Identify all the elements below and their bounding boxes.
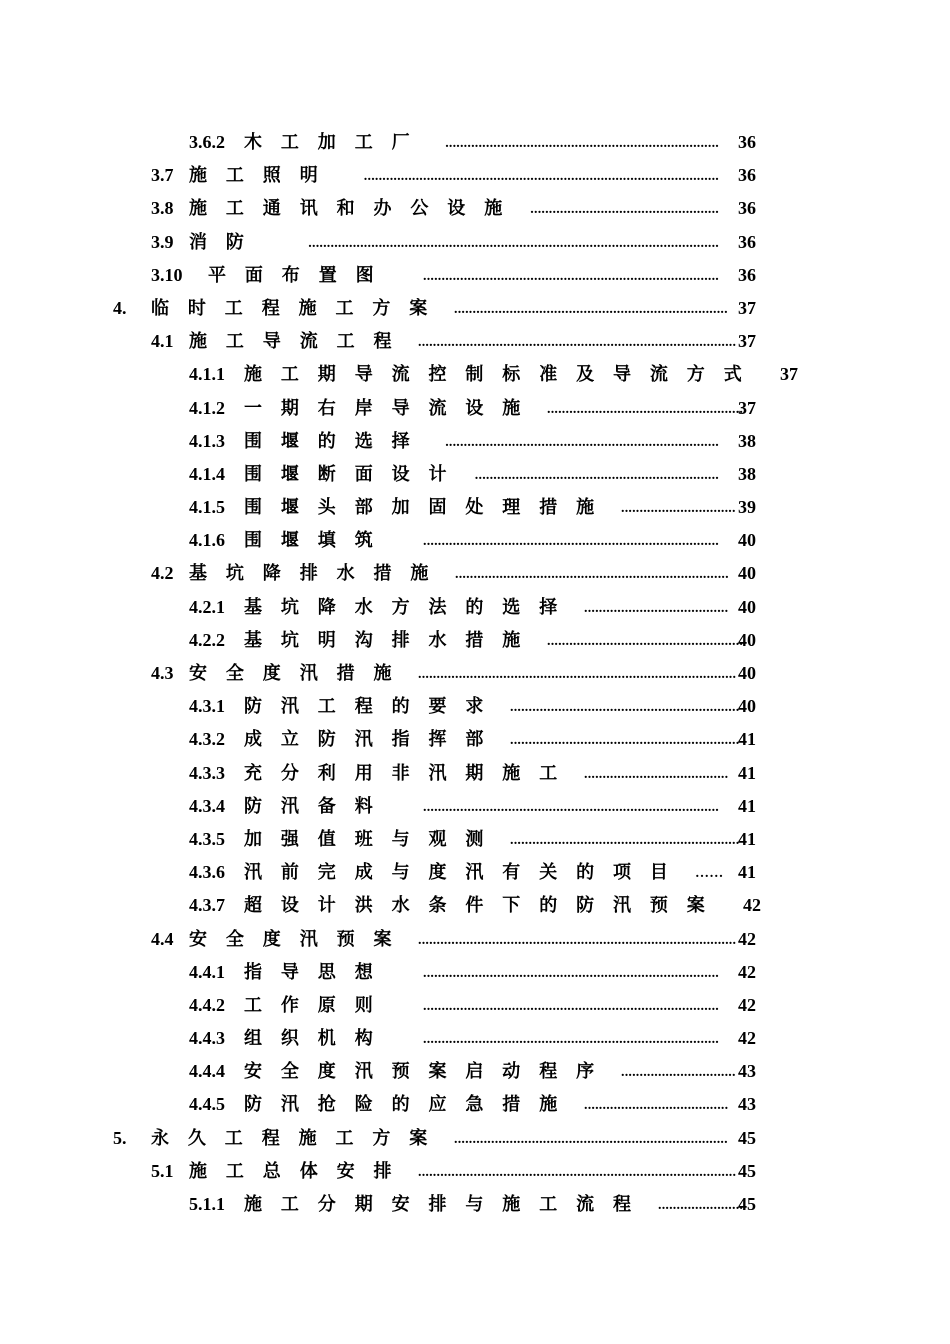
toc-entry-number: 4.1.5 xyxy=(189,497,225,518)
toc-entry-page: 40 xyxy=(738,696,756,717)
toc-entry-title: 临时工程施工方案 xyxy=(151,297,447,318)
toc-entry-title: 防汛工程的要求 xyxy=(244,696,503,717)
toc-entry-number: 4.1.6 xyxy=(189,530,225,551)
toc-entry-title: 组织机构 xyxy=(244,1028,392,1049)
toc-leader-dots: ..................................................... xyxy=(547,401,744,417)
toc-entry-page: 36 xyxy=(738,231,756,252)
toc-entry-title: 一期右岸导流设施 xyxy=(244,397,540,418)
toc-entry[interactable] xyxy=(0,226,950,259)
toc-entry[interactable] xyxy=(0,192,950,225)
toc-leader-dots: ....................................... xyxy=(584,1098,729,1114)
toc-leader-dots: ............................... xyxy=(621,501,736,517)
toc-leader-dots: ...................................................................................... xyxy=(418,1164,737,1180)
toc-entry-title: 消防 xyxy=(189,231,263,252)
toc-entry-page: 37 xyxy=(738,397,756,418)
toc-leader-dots: ............................................................................................................... xyxy=(308,235,719,251)
toc-entry-page: 41 xyxy=(738,762,756,783)
toc-entry[interactable] xyxy=(0,1022,950,1055)
toc-entry[interactable] xyxy=(0,557,950,590)
toc-entry-number: 4.2.1 xyxy=(189,596,225,617)
toc-entry-title: 安全度汛措施 xyxy=(189,663,411,683)
toc-entry-number: 4.3.4 xyxy=(189,795,225,816)
toc-leader-dots: ................................................... xyxy=(530,202,719,218)
toc-leader-dots: ............................... xyxy=(621,1065,736,1081)
toc-entry-title: 施工照明 xyxy=(189,165,337,186)
toc-entry[interactable] xyxy=(0,1155,950,1188)
toc-entry[interactable] xyxy=(0,723,950,756)
toc-entry-page: 40 xyxy=(738,530,756,551)
toc-entry-number: 4.4.4 xyxy=(189,1061,225,1082)
toc-entry-number: 4.1.1 xyxy=(189,364,225,385)
toc-entry-title: 防汛备料 xyxy=(244,795,392,816)
toc-entry-number: 4.4 xyxy=(151,928,174,949)
toc-leader-dots: .............................................................. xyxy=(510,832,740,848)
toc-leader-dots: ..................................................... xyxy=(547,633,744,649)
toc-leader-dots: ...................................................................................... xyxy=(418,335,737,351)
toc-entry-number: 4.3.7 xyxy=(189,895,225,916)
toc-entry-page: 43 xyxy=(738,1061,756,1082)
toc-entry-title: 安全度汛预案启动程序 xyxy=(244,1061,613,1082)
toc-entry-title: 围堰填筑 xyxy=(244,530,392,551)
toc-entry-page: 36 xyxy=(738,165,756,186)
toc-entry-page: 45 xyxy=(738,1127,756,1148)
toc-entry[interactable] xyxy=(0,126,950,159)
toc-entry-title: 施工通讯和办公设施 xyxy=(189,198,522,219)
toc-leader-dots: ....................................... xyxy=(584,600,729,616)
toc-leader-dots: ................................................................................ xyxy=(423,534,719,550)
toc-entry[interactable] xyxy=(0,989,950,1022)
toc-leader-dots: ................................................................................ xyxy=(423,1032,719,1048)
toc-entry-page: 36 xyxy=(738,198,756,219)
toc-entry[interactable] xyxy=(0,159,950,192)
toc-entry-page: 42 xyxy=(738,928,756,949)
toc-entry-page: 42 xyxy=(738,994,756,1015)
toc-leader-dots: .............................................................. xyxy=(510,733,740,749)
toc-entry-page: 45 xyxy=(738,1160,756,1181)
toc-entry[interactable] xyxy=(0,956,950,989)
toc-entry-page: 40 xyxy=(738,629,756,650)
toc-entry-title: 施工导流工程 xyxy=(189,331,411,352)
toc-entry-number: 4.1.3 xyxy=(189,430,225,451)
toc-entry[interactable] xyxy=(0,1055,950,1088)
toc-entry[interactable] xyxy=(0,624,950,657)
toc-entry-page: 41 xyxy=(738,729,756,750)
toc-entry-page: 38 xyxy=(738,463,756,484)
toc-entry-number: 4.3.3 xyxy=(189,762,225,783)
toc-entry-number: 4. xyxy=(113,297,127,318)
toc-entry-number: 4.1.2 xyxy=(189,397,225,418)
toc-entry[interactable] xyxy=(0,657,950,690)
toc-entry-title: 基坑降水方法的选择 xyxy=(244,596,577,617)
toc-entry[interactable] xyxy=(0,325,950,358)
toc-entry[interactable] xyxy=(0,491,950,524)
toc-entry[interactable] xyxy=(0,856,950,889)
toc-entry-number: 4.1 xyxy=(151,331,174,352)
toc-entry[interactable] xyxy=(0,923,950,956)
toc-entry[interactable] xyxy=(0,1122,950,1155)
toc-leader-dots: ................................................................................ xyxy=(423,998,719,1014)
toc-entry-title: 基坑降排水措施 xyxy=(189,563,448,584)
toc-entry-page: 45 xyxy=(738,1194,756,1214)
toc-entry-title: 防汛抢险的应急措施 xyxy=(244,1094,577,1115)
toc-entry[interactable] xyxy=(0,524,950,557)
toc-entry-number: 4.2 xyxy=(151,563,174,584)
toc-entry-number: 4.3 xyxy=(151,663,174,683)
toc-entry-number: 4.3.1 xyxy=(189,696,225,717)
toc-entry-title: 施工总体安排 xyxy=(189,1160,411,1181)
toc-entry[interactable] xyxy=(0,790,950,823)
toc-entry-number: 4.4.3 xyxy=(189,1028,225,1049)
toc-entry[interactable] xyxy=(0,757,950,790)
toc-entry-title: 充分利用非汛期施工 xyxy=(244,762,577,783)
toc-entry-title: 超设计洪水条件下的防汛预案 xyxy=(244,895,724,916)
toc-entry-title: 工作原则 xyxy=(244,994,392,1015)
toc-entry-title: 基坑明沟排水措施 xyxy=(244,629,540,650)
toc-leader-dots: .......................................................................... xyxy=(454,1131,728,1147)
toc-entry-page: 37 xyxy=(738,297,756,318)
toc-entry-page: 36 xyxy=(738,264,756,285)
toc-entry[interactable] xyxy=(0,823,950,856)
toc-leader-dots: .......................................................................... xyxy=(445,434,719,450)
toc-entry-number: 4.1.4 xyxy=(189,463,225,484)
toc-entry-title: 永久工程施工方案 xyxy=(151,1127,447,1148)
toc-entry-page: 42 xyxy=(738,961,756,982)
toc-entry-page: 38 xyxy=(738,430,756,451)
toc-entry-number: 3.8 xyxy=(151,198,174,219)
toc-entry-title: 加强值班与观测 xyxy=(244,828,503,849)
toc-entry-number: 3.7 xyxy=(151,165,174,186)
toc-entry[interactable] xyxy=(0,259,950,292)
toc-leader-dots: ....................................... xyxy=(584,766,729,782)
toc-entry[interactable] xyxy=(0,392,950,425)
toc-entry-number: 4.4.1 xyxy=(189,961,225,982)
toc-entry[interactable] xyxy=(0,458,950,491)
toc-entry-page: 37 xyxy=(780,364,798,385)
toc-leader-dots: ...................................................................................... xyxy=(418,667,737,682)
toc-leader-dots: .................................................................. xyxy=(474,467,719,483)
toc-entry-number: 5.1 xyxy=(151,1160,174,1181)
toc-leader-dots: ...................................................................................... xyxy=(418,932,737,948)
toc-entry-title: 施工分期安排与施工流程 xyxy=(244,1194,650,1214)
toc-entry-page: 41 xyxy=(738,828,756,849)
toc-entry-title: 木工加工厂 xyxy=(244,132,429,152)
toc-entry[interactable] xyxy=(0,358,950,391)
toc-entry-title: 汛前完成与度汛有关的项目 xyxy=(244,862,687,883)
toc-entry-page: 41 xyxy=(738,862,756,883)
toc-entry[interactable] xyxy=(0,690,950,723)
toc-entry-number: 4.3.6 xyxy=(189,862,225,883)
toc-leader-dots: ....................... xyxy=(658,1198,744,1213)
toc-entry[interactable] xyxy=(0,1088,950,1121)
toc-leader-dots: …… xyxy=(695,866,724,882)
toc-entry-page: 40 xyxy=(738,663,756,683)
toc-leader-dots: ................................................................................ xyxy=(423,799,719,815)
toc-entry-title: 围堰头部加固处理措施 xyxy=(244,497,613,518)
toc-entry-title: 围堰的选择 xyxy=(244,430,429,451)
toc-entry-page: 43 xyxy=(738,1094,756,1115)
toc-entry-number: 4.4.5 xyxy=(189,1094,225,1115)
toc-entry-page: 42 xyxy=(743,895,761,916)
toc-entry-number: 4.3.5 xyxy=(189,828,225,849)
toc-entry-title: 施工期导流控制标准及导流方式 xyxy=(244,364,761,385)
toc-entry[interactable] xyxy=(0,292,950,325)
toc-entry-title: 围堰断面设计 xyxy=(244,463,466,484)
toc-entry-title: 安全度汛预案 xyxy=(189,928,411,949)
toc-entry-page: 41 xyxy=(738,795,756,816)
toc-entry[interactable] xyxy=(0,591,950,624)
toc-leader-dots: ................................................................................................ xyxy=(363,169,719,185)
toc-entry-number: 4.3.2 xyxy=(189,729,225,750)
toc-entry-number: 4.2.2 xyxy=(189,629,225,650)
toc-entry-title: 成立防汛指挥部 xyxy=(244,729,503,750)
toc-leader-dots: ................................................................................ xyxy=(423,965,719,981)
toc-entry[interactable] xyxy=(0,425,950,458)
toc-entry-page: 40 xyxy=(738,596,756,617)
toc-entry-number: 3.6.2 xyxy=(189,132,225,152)
toc-leader-dots: .......................................................................... xyxy=(445,136,719,151)
toc-entry-title: 指导思想 xyxy=(244,961,392,982)
toc-entry[interactable] xyxy=(0,1188,950,1221)
toc-entry-page: 42 xyxy=(738,1028,756,1049)
toc-leader-dots: .............................................................. xyxy=(510,700,740,716)
toc-entry-page: 36 xyxy=(738,132,756,152)
toc-entry-title: 平面布置图 xyxy=(208,264,393,285)
toc-entry-number: 5.1.1 xyxy=(189,1194,225,1214)
toc-entry-number: 4.4.2 xyxy=(189,994,225,1015)
toc-entry-page: 37 xyxy=(738,331,756,352)
toc-leader-dots: .......................................................................... xyxy=(455,567,729,583)
toc-entry-page: 40 xyxy=(738,563,756,584)
toc-entry-number: 3.10 xyxy=(151,264,183,285)
toc-entry-number: 3.9 xyxy=(151,231,174,252)
table-of-contents xyxy=(0,126,950,1221)
toc-entry[interactable] xyxy=(0,889,950,922)
toc-leader-dots: .......................................................................... xyxy=(454,301,728,317)
toc-entry-number: 5. xyxy=(113,1127,127,1148)
toc-leader-dots: ................................................................................ xyxy=(423,268,719,284)
toc-entry-page: 39 xyxy=(738,497,756,518)
